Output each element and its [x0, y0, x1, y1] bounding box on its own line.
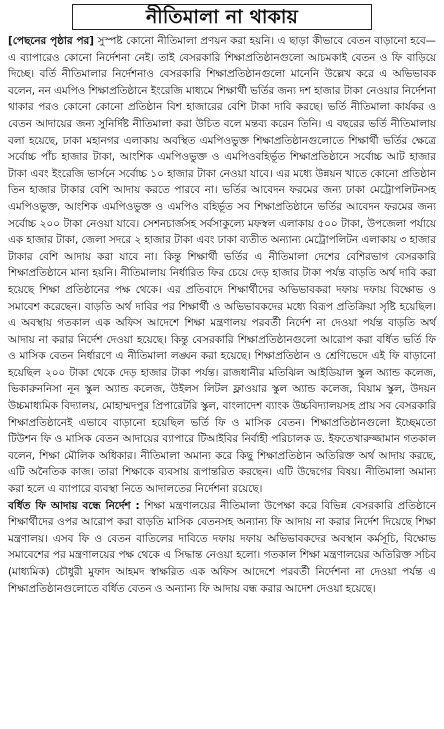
- paragraph-1-text: সুস্পষ্ট কোনো নীতিমালা প্রণয়ন করা হয়নি। এ ছাড়া কীভাবে বেতন বাড়ানো হবে— এ ব্যাপারেও কোনো নির্দেশনা নেই। তাই বেসরকারি শিক্ষাপ্রতিষ্ঠানগুলো আচমকাই বেতন ও ফি বাড়িয়ে দিচ্ছে। বর্তি নীতিমালার নির্দেশনাও বেসরকারি শিক্ষাপ্রতিষ্ঠানগুলো মানেনি উল্লেখ করে এ অভিভাবক বলেন, নন এমপিও শিক্ষাপ্রতিষ্ঠানে ইংরেজি মাধ্যমে শিক্ষার্থী ভর্তির জন্য দশ হাজার টাকা নেওয়ার নির্দেশনা থাকার পরও কোনো কোনো প্রতিষ্ঠান বিশ হাজারের বেশি টাকা দাবি করছে। ভর্তি নীতিমালা কার্যকর ও বেতন আদায়ের জন্য সুনির্দিষ্ট নীতিমালা করা উচিত বলে মন্তব্য করেন তিনি। এ বছরের ভর্তি নীতিমালায় বলা হয়েছে, ঢাকা মহানগর এলাকায় অবস্থিত এমপিওভুক্ত শিক্ষাপ্রতিষ্ঠানগুলোতে শিক্ষার্থী ভর্তির ক্ষেত্রে সর্বোচ্চ পাঁচ হাজার টাকা, আংশিক এমপিওভুক্ত ও এমপিওবহির্ভূত শিক্ষাপ্রতিষ্ঠানে সর্বোচ্চ আট হাজার টাকা এবং ইংরেজি ভার্সনে সর্বোচ্চ ১০ হাজার টাকা নেওয়া যাবে। এর মধ্যে উন্নয়ন খাতে কোনো প্রতিষ্ঠান তিন হাজার টাকার বেশি আদায় করতে পারবে না। ভর্তির আবেদন ফরমের জন্য ঢাকা মেট্রোপলিটনসহ এমপিওভুক্ত, আংশিক এমপিওভুক্ত ও এমপিও বহির্ভূত সব শিক্ষাপ্রতিষ্ঠানে ভর্তির আবেদন ফরমের জন্য সর্বোচ্চ ২০০ টাকা নেওয়া যাবে। সেশনচার্জসহ সর্বসাকুল্যে মফস্বল এলাকায় ৫০০ টাকা, উপজেলা পর্যায়ে এক হাজার টাকা, জেলা সদরে ২ হাজার টাকা এবং ঢাকা ব্যতীত অন্যান্য মেট্রোপলিটন এলাকায় ৩ হাজার টাকার বেশি আদায় করা যাবে না। কিন্তু শিক্ষার্থী ভর্তির এ নীতিমালা দেশের বেশিরভাগ বেসরকারি শিক্ষাপ্রতিষ্ঠানে মানা হয়নি। নীতিমালায় নির্ধারিত ফির চেয়ে দেড় হাজার টাকা পর্যন্ত বাড়তি অর্থ দাবি করা হয়েছে শিক্ষা প্রতিষ্ঠানের পক্ষ থেকে। এর প্রতিবাদে শিক্ষার্থীদের অভিভাবকরা দফায় দফায় বিক্ষোভ ও সমাবেশ করেছেন। বাড়তি অর্থ দাবির পর শিক্ষার্থী ও অভিভাবকদের মধ্যে বিরূপ প্রতিক্রিয়া সৃষ্টি হয়েছিল। এ অবস্থায় গতকাল এক অফিস আদেশে শিক্ষা মন্ত্রণালয় পরবর্তী নির্দেশ না দেওয়া পর্যন্ত বাড়তি অর্থ আদায় না করার নির্দেশ দেওয়া হয়েছে। কিন্তু বেসরকারি শিক্ষাপ্রতিষ্ঠানগুলো আরোপ করা বর্ধিত ভর্তি ফি ও মাসিক বেতন নির্ধারণে এ নীতিমালা লঙ্ঘন করা হয়েছে। শিক্ষাপ্রতিষ্ঠান ও শ্রেণিভেদে এই ফি বাড়ানো হয়েছিল ২০০ টাকা থেকে দেড় হাজার টাকা পর্যন্ত। রাজধানীর মতিঝিল আইডিয়াল স্কুল অ্যান্ড কলেজ, ভিকারুননিসা নূন স্কুল অ্যান্ড কলেজ, উইলস লিটল ফ্লাওয়ার স্কুল অ্যান্ড কলেজ, বিয়াম স্কুল, উদয়ন উচ্চমাধ্যমিক বিদ্যালয়, মোহাম্মদপুর প্রিপারেটরি স্কুল, বাংলাদেশ ব্যাংক উচ্চবিদ্যালয়সহ প্রায় সব বেসরকারি শিক্ষাপ্রতিষ্ঠানেই এভাবে বাড়ানো হয়েছিল ভর্তি ফি ও মাসিক বেতন। শিক্ষাপ্রতিষ্ঠানগুলো ইচ্ছেমতো টিউশন ফি ও মাসিক বেতন আদায়ের ব্যাপারে টিআইবির নির্বাহী পরিচালক ড. ইফতেখারুজ্জামান গতকাল বলেন, শিক্ষা মৌলিক অধিকার। নীতিমালা অমান্য করে কিছু শিক্ষাপ্রতিষ্ঠান অতিরিক্ত অর্থ আদায় করছে, এটি অনৈতিক কাজ। তারা শিক্ষাকে ব্যবসায় রূপান্তরিত করছেন। এটি উদ্বেগের বিষয়। নীতিমালা অমান্য করা হলে এ ব্যাপারে ব্যবস্থা নিতে আদালতের নির্দেশনা রয়েছে।: [8, 35, 436, 496]
- subheading: বর্ধিত ফি আদায় বন্ধে নির্দেশ :: [8, 499, 140, 512]
- headline-box: [72, 4, 372, 30]
- article-paragraph-2: [8, 498, 436, 598]
- headline: নীতিমালা না থাকায়: [145, 6, 299, 28]
- article-body: [8, 33, 436, 597]
- continued-from-back-page: [পেছনের পৃষ্ঠার পর]: [8, 35, 94, 47]
- paragraph-2-text: শিক্ষা মন্ত্রণালয়ের নীতিমালা উপেক্ষা করে বিভিন্ন বেসরকারি প্রতিষ্ঠানে শিক্ষার্থীদের ওপর আরোপ করা বাড়তি মাসিক বেতনসহ অন্যান্য ফি আদায় না করার নির্দেশ দিয়েছে শিক্ষা মন্ত্রণালয়। এসব ফি ও বেতন বাতিলের দাবিতে দফায় দফায় অভিভাবকদের অবস্থান কর্মসূচি, বিক্ষোভ সমাবেশের পর মন্ত্রণালয়ের পক্ষ থেকে এ সিদ্ধান্ত নেওয়া হলো। গতকাল শিক্ষা মন্ত্রণালয়ের অতিরিক্ত সচিব (মাধ্যমিক) চৌধুরী মুফাদ আহমদ স্বাক্ষরিত এক অফিস আদেশে পরবর্তী নির্দেশনা না দেওয়া পর্যন্ত এ শিক্ষাপ্রতিষ্ঠানগুলোতে বর্ধিত বেতন ও অন্যান্য ফি আদায় বন্ধ করার আদেশ দেওয়া হয়েছে।: [8, 499, 436, 595]
- article-paragraph-1: [8, 33, 436, 498]
